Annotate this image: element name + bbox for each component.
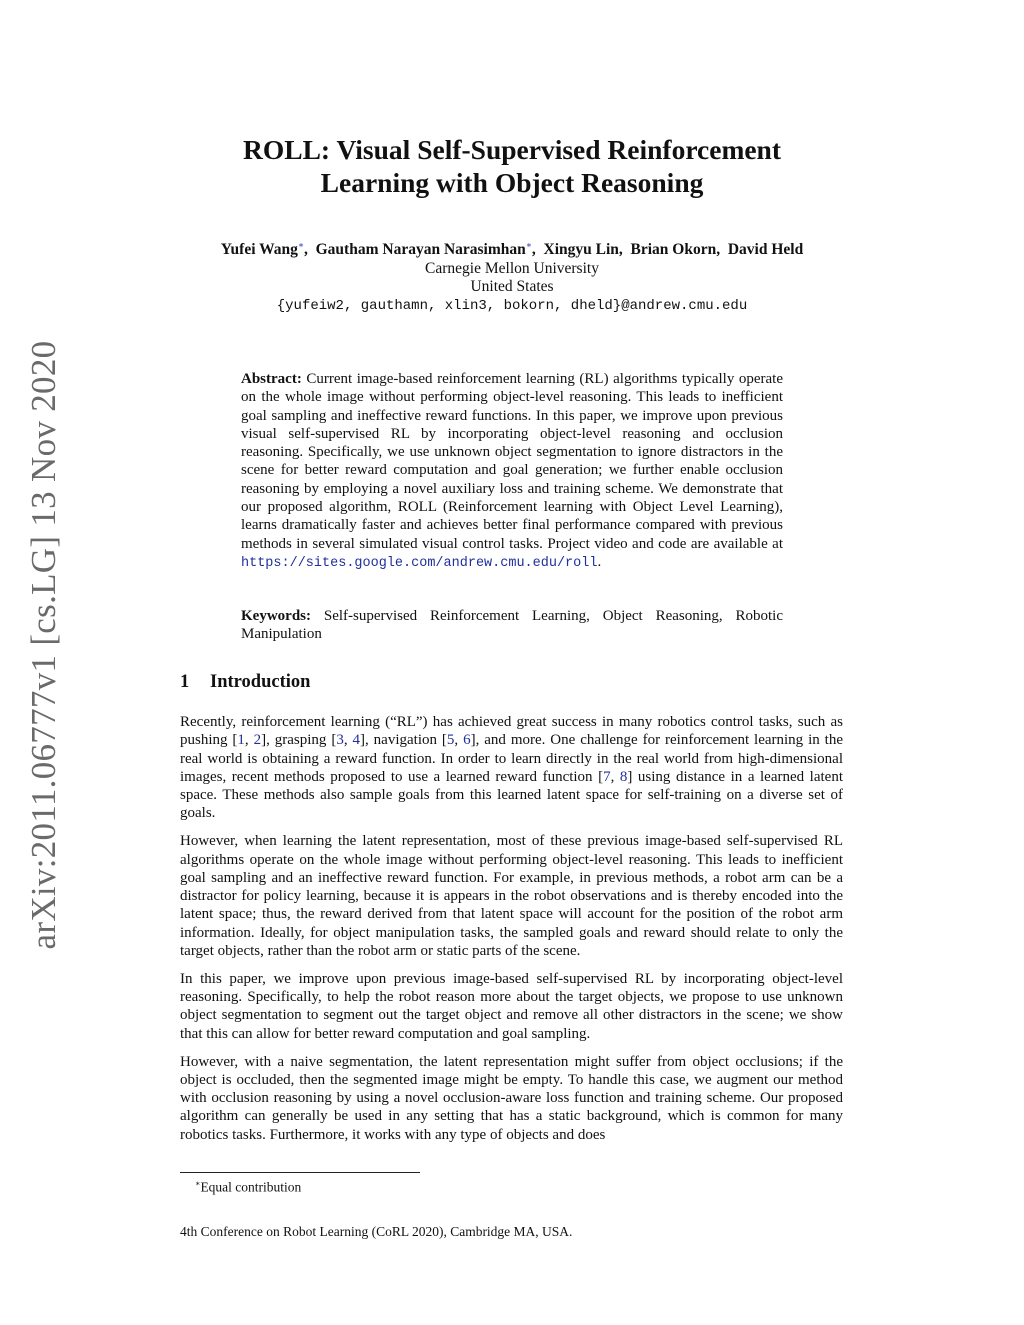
keywords-label: Keywords: — [241, 608, 311, 624]
text-run: , — [244, 732, 254, 749]
venue-note: 4th Conference on Robot Learning (CoRL 2020), Cambridge MA, USA. — [180, 1224, 573, 1239]
abstract — [241, 370, 783, 573]
abstract-end: . — [597, 553, 602, 570]
title-line-2: Learning with Object Reasoning — [320, 167, 704, 198]
author-list: Yufei Wang∗, Gautham Narayan Narasimhan∗, Xingyu Lin, Brian Okorn, David Held — [220, 240, 804, 259]
citation-link[interactable]: 3 — [336, 732, 344, 749]
citation-link[interactable]: 8 — [619, 768, 628, 785]
text-run: Recently, reinforcement learning (“RL”) has achieved great success in many robotics control tasks, such as pushing [ — [180, 714, 843, 749]
author-name: Brian Okorn — [630, 241, 717, 259]
paragraph-2: However, when learning the latent representation, most of these previous image-based self-supervised RL algorithms operate on the whole image without performing object-level reasoning. This leads to inefficient goal sampling and an ineffective reward function. For example, in previous methods, a robot arm can be a distractor for policy learning, because it is appears in the robot observations and is thereby encoded into the latent space; thus, the reward derived from that latent space will account for the position of the robot arm information. Ideally, for object manipulation tasks, the sampled goals and reward should relate to only the target objects, rather than the robot arm or static parts of the scene. — [180, 833, 843, 960]
section-number: 1 — [180, 672, 190, 692]
citation-link[interactable]: 2 — [253, 732, 262, 749]
paper-title — [170, 133, 854, 199]
keywords-text: Self-supervised Reinforcement Learning, Object Reasoning, Robotic Manipulation — [241, 608, 784, 643]
author-name: Yufei Wang — [220, 241, 298, 259]
section-heading-introduction — [180, 671, 310, 693]
text-run: , — [343, 732, 353, 749]
project-url-link[interactable]: https://sites.google.com/andrew.cmu.edu/roll — [241, 555, 598, 571]
abstract-text: Current image-based reinforcement learning (RL) algorithms typically operate on the whole image without performing object-level reasoning. This leads to inefficient goal sampling and ineffective reward functions. In this paper, we improve upon previous visual self-supervised RL by incorporating object-level reasoning and occlusion reasoning. Specifically, we use unknown object segmentation to ignore distractors in the scene for better reward computation and goal generation; we further enable occlusion reasoning by employing a novel auxiliary loss and training scheme. We demonstrate that our proposed algorithm, ROLL (Reinforcement learning with Object Level Learning), learns dramatically faster and achieves better final performance compared with previous methods in several simulated visual control tasks. Project video and code are available at — [241, 371, 783, 552]
citation-link[interactable]: 6 — [463, 732, 471, 749]
equal-contribution-marker[interactable]: ∗ — [297, 240, 304, 250]
author-emails: {yufeiw2, gauthamn, xlin3, bokorn, dheld}@andrew.cmu.edu — [276, 297, 748, 314]
section-title: Introduction — [210, 672, 311, 692]
arxiv-identifier-stamp: arXiv:2011.06777v1 [cs.LG] 13 Nov 2020 — [24, 340, 63, 950]
abstract-label: Abstract: — [241, 371, 302, 387]
citation-link[interactable]: 5 — [446, 732, 455, 749]
paragraph-3: In this paper, we improve upon previous image-based self-supervised RL by incorporating object-level reasoning. Specifically, to help the robot reason more about the target objects, we propose to use unknown object segmentation to segment out the target object and remove all other distractors in the scene; we show that this can allow for better reward computation and goal sampling. — [180, 970, 843, 1042]
footnote-marker: ∗ — [195, 1179, 201, 1188]
author-name: David Held — [727, 241, 804, 259]
footnote — [195, 1176, 301, 1196]
introduction-body — [180, 713, 843, 1154]
footnote-text: Equal contribution — [200, 1179, 302, 1195]
text-run: ], grasping [ — [261, 732, 337, 749]
title-line-1: ROLL: Visual Self-Supervised Reinforcement — [242, 134, 782, 165]
citation-link[interactable]: 4 — [352, 732, 360, 749]
citation-link[interactable]: 7 — [603, 768, 611, 785]
author-name: Xingyu Lin — [543, 241, 619, 259]
text-run: , — [610, 768, 620, 785]
text-run: ] using distance in a learned latent space. These methods also sample goals from this learned latent space for self-training on a diverse set of goals. — [180, 768, 843, 822]
keywords — [241, 607, 783, 644]
affiliation-country: United States — [470, 278, 554, 296]
paragraph-1 — [180, 713, 843, 823]
equal-contribution-marker[interactable]: ∗ — [525, 240, 532, 250]
text-run: , — [454, 732, 464, 749]
citation-link[interactable]: 1 — [237, 732, 245, 749]
affiliation: Carnegie Mellon University — [425, 259, 599, 277]
text-run: ], navigation [ — [360, 732, 447, 749]
author-name: Gautham Narayan Narasimhan — [315, 241, 526, 259]
footnote-divider — [180, 1172, 420, 1173]
text-run: ], and more. One challenge for reinforcement learning in the real world is obtaining a reward function. In order to learn directly in the real world from high-dimensional images, recent methods proposed to use a learned reward function [ — [180, 732, 844, 785]
paragraph-4: However, with a naive segmentation, the latent representation might suffer from object occlusions; if the object is occluded, then the segmented image might be empty. To handle this case, we augment our method with occlusion reasoning by using a novel occlusion-aware loss function and training scheme. Our proposed algorithm can generally be used in any setting that has a static background, which is common for many robotics tasks. Furthermore, it works with any type of objects and does — [180, 1053, 843, 1143]
author-block — [120, 236, 904, 315]
